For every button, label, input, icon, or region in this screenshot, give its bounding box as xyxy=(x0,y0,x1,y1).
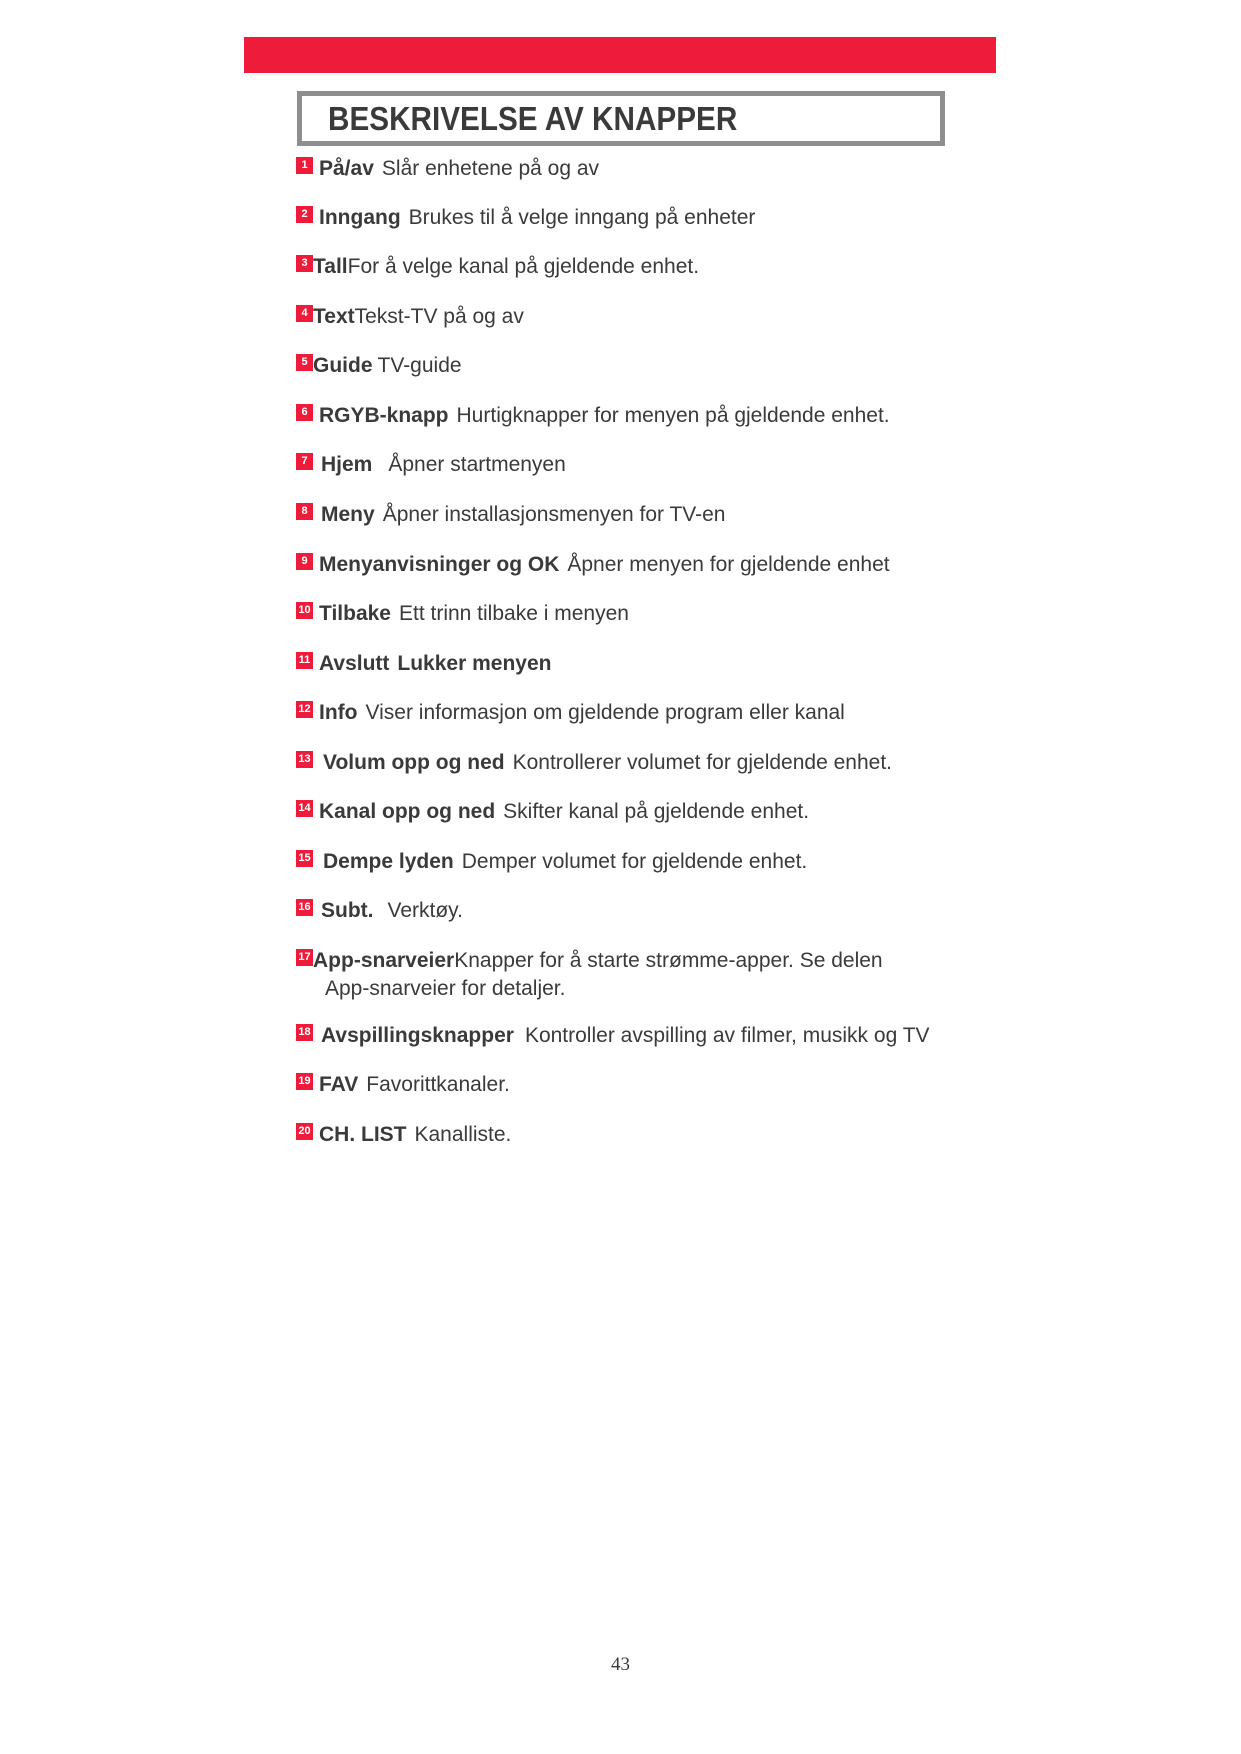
item-description: Demper volumet for gjeldende enhet. xyxy=(461,850,808,873)
item-term: Meny xyxy=(321,503,375,526)
item-term: Volum opp og ned xyxy=(323,751,505,774)
item-term: Info xyxy=(319,701,358,724)
list-item xyxy=(296,1022,930,1050)
item-description: Slår enhetene på og av xyxy=(381,157,600,180)
item-number-badge: 16 xyxy=(296,899,313,916)
list-item xyxy=(296,155,599,183)
item-description: Brukes til å velge inngang på enheter xyxy=(408,206,756,229)
item-description: Tekst-TV på og av xyxy=(354,305,524,328)
item-description: Hurtigknapper for menyen på gjeldende enhet. xyxy=(456,404,890,427)
item-term: Dempe lyden xyxy=(323,850,454,873)
item-description: Åpner installasjonsmenyen for TV-en xyxy=(382,503,726,526)
item-description: TV-guide xyxy=(377,354,462,377)
item-description: Verktøy. xyxy=(387,899,463,922)
list-item xyxy=(296,947,883,1003)
list-item xyxy=(296,253,699,281)
item-number-badge: 6 xyxy=(296,404,313,421)
item-description: Viser informasjon om gjeldende program eller kanal xyxy=(365,701,845,724)
item-number-badge: 11 xyxy=(296,652,313,669)
title-box xyxy=(297,91,945,146)
item-number-badge: 12 xyxy=(296,701,313,718)
item-number-badge: 15 xyxy=(296,850,313,867)
item-term: Menyanvisninger og OK xyxy=(319,553,560,576)
item-description: Kontrollerer volumet for gjeldende enhet. xyxy=(512,751,892,774)
item-number-badge: 13 xyxy=(296,751,313,768)
list-item xyxy=(296,897,463,925)
item-description: Lukker menyen xyxy=(397,652,552,675)
list-item xyxy=(296,699,845,727)
item-term: Subt. xyxy=(321,899,374,922)
item-term: CH. LIST xyxy=(319,1123,407,1146)
list-item xyxy=(296,352,462,380)
item-term: Tilbake xyxy=(319,602,391,625)
header-accent-bar xyxy=(244,37,996,73)
item-number-badge: 14 xyxy=(296,800,313,817)
item-description: Kontroller avspilling av filmer, musikk og TV xyxy=(524,1024,930,1047)
item-number-badge: 5 xyxy=(296,354,313,371)
item-number-badge: 4 xyxy=(296,305,313,322)
item-term: Guide xyxy=(313,354,373,377)
item-term: Kanal opp og ned xyxy=(319,800,496,823)
list-item xyxy=(296,204,755,232)
page-number: 43 xyxy=(611,1654,630,1675)
item-description: Åpner menyen for gjeldende enhet xyxy=(567,553,890,576)
item-number-badge: 20 xyxy=(296,1123,313,1140)
item-description: Knapper for å starte strømme-apper. Se delen xyxy=(454,949,883,972)
item-description: Skifter kanal på gjeldende enhet. xyxy=(503,800,810,823)
item-number-badge: 18 xyxy=(296,1024,313,1041)
list-item xyxy=(296,1071,510,1099)
item-term: FAV xyxy=(319,1073,359,1096)
list-item xyxy=(296,551,890,579)
item-description: Åpner startmenyen xyxy=(388,453,566,476)
page-title: BESKRIVELSE AV KNAPPER xyxy=(328,100,738,137)
list-item xyxy=(296,303,524,331)
item-term: På/av xyxy=(319,157,374,180)
item-number-badge: 3 xyxy=(296,255,313,272)
item-number-badge: 1 xyxy=(296,157,313,174)
list-item xyxy=(296,402,890,430)
item-description-continuation: App-snarveier for detaljer. xyxy=(325,977,566,1000)
item-term: Tall xyxy=(313,255,348,278)
item-number-badge: 7 xyxy=(296,453,313,470)
list-item xyxy=(296,1121,511,1149)
item-term: Text xyxy=(313,305,355,328)
item-term: App-snarveier xyxy=(313,949,455,972)
list-item xyxy=(296,798,809,826)
item-number-badge: 8 xyxy=(296,503,313,520)
item-number-badge: 19 xyxy=(296,1073,313,1090)
item-description: Favorittkanaler. xyxy=(366,1073,510,1096)
item-description: Ett trinn tilbake i menyen xyxy=(398,602,629,625)
item-term: Avspillingsknapper xyxy=(321,1024,514,1047)
item-term: RGYB-knapp xyxy=(319,404,449,427)
list-item xyxy=(296,451,566,479)
list-item xyxy=(296,848,807,876)
item-description: For å velge kanal på gjeldende enhet. xyxy=(347,255,700,278)
item-number-badge: 2 xyxy=(296,206,313,223)
list-item xyxy=(296,600,629,628)
item-number-badge: 10 xyxy=(296,602,313,619)
item-term: Inngang xyxy=(319,206,401,229)
item-term: Avslutt xyxy=(319,652,390,675)
item-term: Hjem xyxy=(321,453,373,476)
item-description: Kanalliste. xyxy=(414,1123,512,1146)
list-item xyxy=(296,650,551,678)
item-number-badge: 17 xyxy=(296,949,313,966)
item-number-badge: 9 xyxy=(296,553,313,570)
list-item xyxy=(296,749,892,777)
list-item xyxy=(296,501,726,529)
